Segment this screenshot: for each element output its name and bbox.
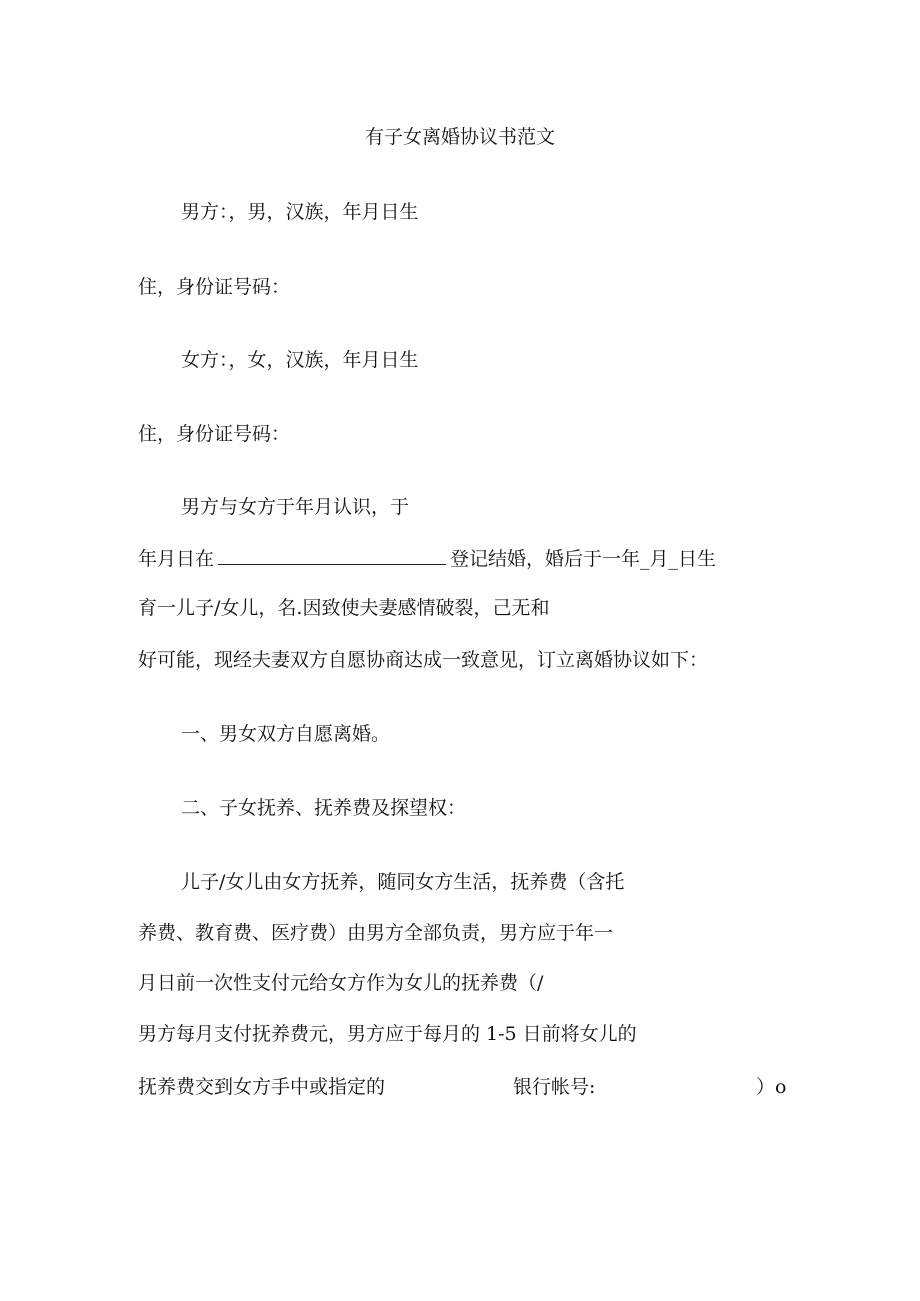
bank-account-label: 银行帐号: (513, 1076, 596, 1098)
custody-line-2: 养费、教育费、医疗费）由男方全部负责，男方应于年一 (138, 922, 614, 944)
clause-one: 一、男女双方自愿离婚。 (181, 723, 391, 745)
document-title: 有子女离婚协议书范文 (364, 126, 555, 148)
marriage-registration-line (138, 546, 716, 571)
marriage-suffix: 登记结婚，婚后于一年_月_日生 (450, 548, 717, 570)
agreement-line: 好可能，现经夫妻双方自愿协商达成一致意见，订立离婚协议如下： (138, 649, 709, 671)
male-address-line: 住，身份证号码： (138, 276, 291, 298)
clause-two: 二、子女抚养、抚养费及探望权： (181, 797, 467, 819)
marriage-prefix: 年月日在 (138, 548, 215, 570)
closing-paren: ）o (756, 1076, 787, 1098)
female-info-line: 女方：，女，汉族，年月日生 (181, 349, 419, 371)
male-info-line: 男方：，男，汉族，年月日生 (181, 201, 419, 223)
custody-line-3: 月日前一次性支付元给女方作为女儿的抚养费（/ (138, 972, 544, 994)
registration-place-blank (218, 546, 446, 565)
custody-line-4: 男方每月支付抚养费元，男方应于每月的 1-5 日前将女儿的 (138, 1023, 637, 1045)
female-address-line: 住，身份证号码： (138, 423, 291, 445)
child-line: 育一儿子/女儿，名.因致使夫妻感情破裂，己无和 (138, 597, 550, 619)
custody-line-1: 儿子/女儿由女方抚养，随同女方生活，抚养费（含托 (181, 871, 625, 893)
custody-line-5a: 抚养费交到女方手中或指定的 (138, 1076, 386, 1098)
met-line: 男方与女方于年月认识，于 (181, 496, 410, 518)
